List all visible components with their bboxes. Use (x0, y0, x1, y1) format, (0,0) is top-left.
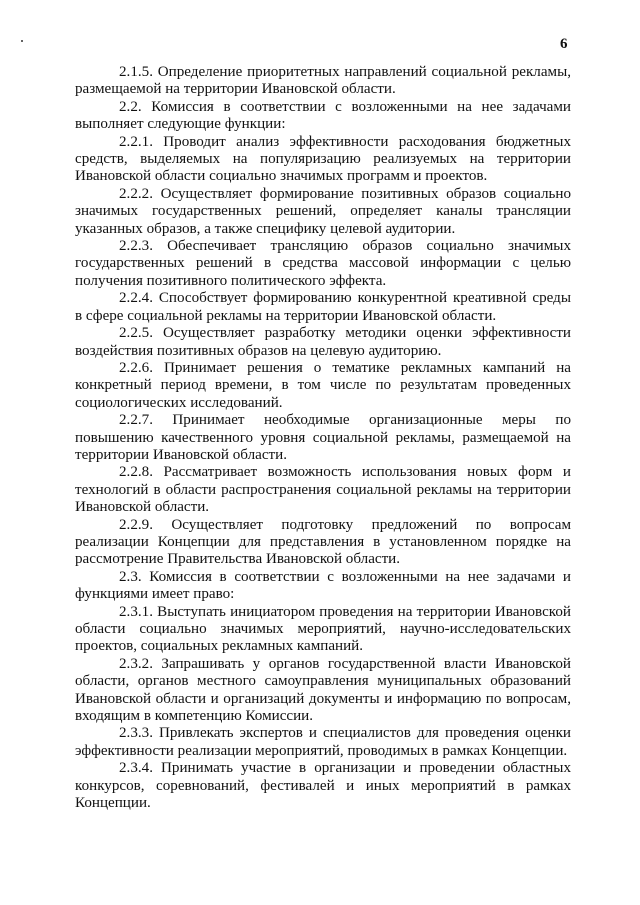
paragraph-2-3-4: 2.3.4. Принимать участие в организации и проведении областных конкурсов, соревнований, фестивалей и иных мероприятий в рамках Концепции. (75, 760, 571, 812)
paragraph-2-3-2: 2.3.2. Запрашивать у органов государственной власти Ивановской области, органов местного самоуправления муниципальных образований Ивановской области и организаций документы и информацию по вопросам, входящим в компетенцию Комиссии. (75, 655, 571, 725)
paragraph-2-2-3: 2.2.3. Обеспечивает трансляцию образов социально значимых государственных решений в средства массовой информации с целью получения позитивного политического эффекта. (75, 238, 571, 289)
paragraph-2-2-9: 2.2.9. Осуществляет подготовку предложений по вопросам реализации Концепции для представления в установленном порядке на рассмотрение Правительства Ивановской области. (75, 516, 571, 568)
scan-speck (21, 40, 23, 42)
document-body (75, 64, 571, 812)
paragraph-2-2-1: 2.2.1. Проводит анализ эффективности расходования бюджетных средств, выделяемых на популяризацию реализуемых на территории Ивановской области социально значимых программ и проектов. (75, 133, 571, 185)
paragraph-2-2-2: 2.2.2. Осуществляет формирование позитивных образов социально значимых государственных решений, определяет каналы трансляции указанных образов, а также специфику целевой аудитории. (75, 185, 571, 237)
paragraph-2-3-1: 2.3.1. Выступать инициатором проведения на территории Ивановской области социально значимых мероприятий, научно-исследовательских проектов, социальных рекламных кампаний. (75, 603, 571, 655)
paragraph-2-2-8: 2.2.8. Рассматривает возможность использования новых форм и технологий в области распространения социальной рекламы на территории Ивановской области. (75, 464, 571, 516)
paragraph-2-2-5: 2.2.5. Осуществляет разработку методики оценки эффективности воздействия позитивных образов на целевую аудиторию. (75, 325, 571, 359)
paragraph-2-3-3: 2.3.3. Привлекать экспертов и специалистов для проведения оценки эффективности реализации мероприятий, проводимых в рамках Концепции. (75, 725, 571, 759)
page-number: 6 (560, 36, 568, 52)
paragraph-2-1-5: 2.1.5. Определение приоритетных направлений социальной рекламы, размещаемой на территории Ивановской области. (75, 64, 571, 98)
paragraph-2-2-4: 2.2.4. Способствует формированию конкурентной креативной среды в сфере социальной рекламы на территории Ивановской области. (75, 290, 571, 324)
paragraph-2-2-7: 2.2.7. Принимает необходимые организационные меры по повышению качественного уровня социальной рекламы, размещаемой на территории Ивановской области. (75, 412, 571, 463)
paragraph-2-3: 2.3. Комиссия в соответствии с возложенными на нее задачами и функциями имеет право: (75, 568, 571, 603)
paragraph-2-2-6: 2.2.6. Принимает решения о тематике рекламных кампаний на конкретный период времени, в том числе по результатам проведенных социологических исследований. (75, 359, 571, 411)
paragraph-2-2: 2.2. Комиссия в соответствии с возложенными на нее задачами выполняет следующие функции: (75, 98, 571, 133)
